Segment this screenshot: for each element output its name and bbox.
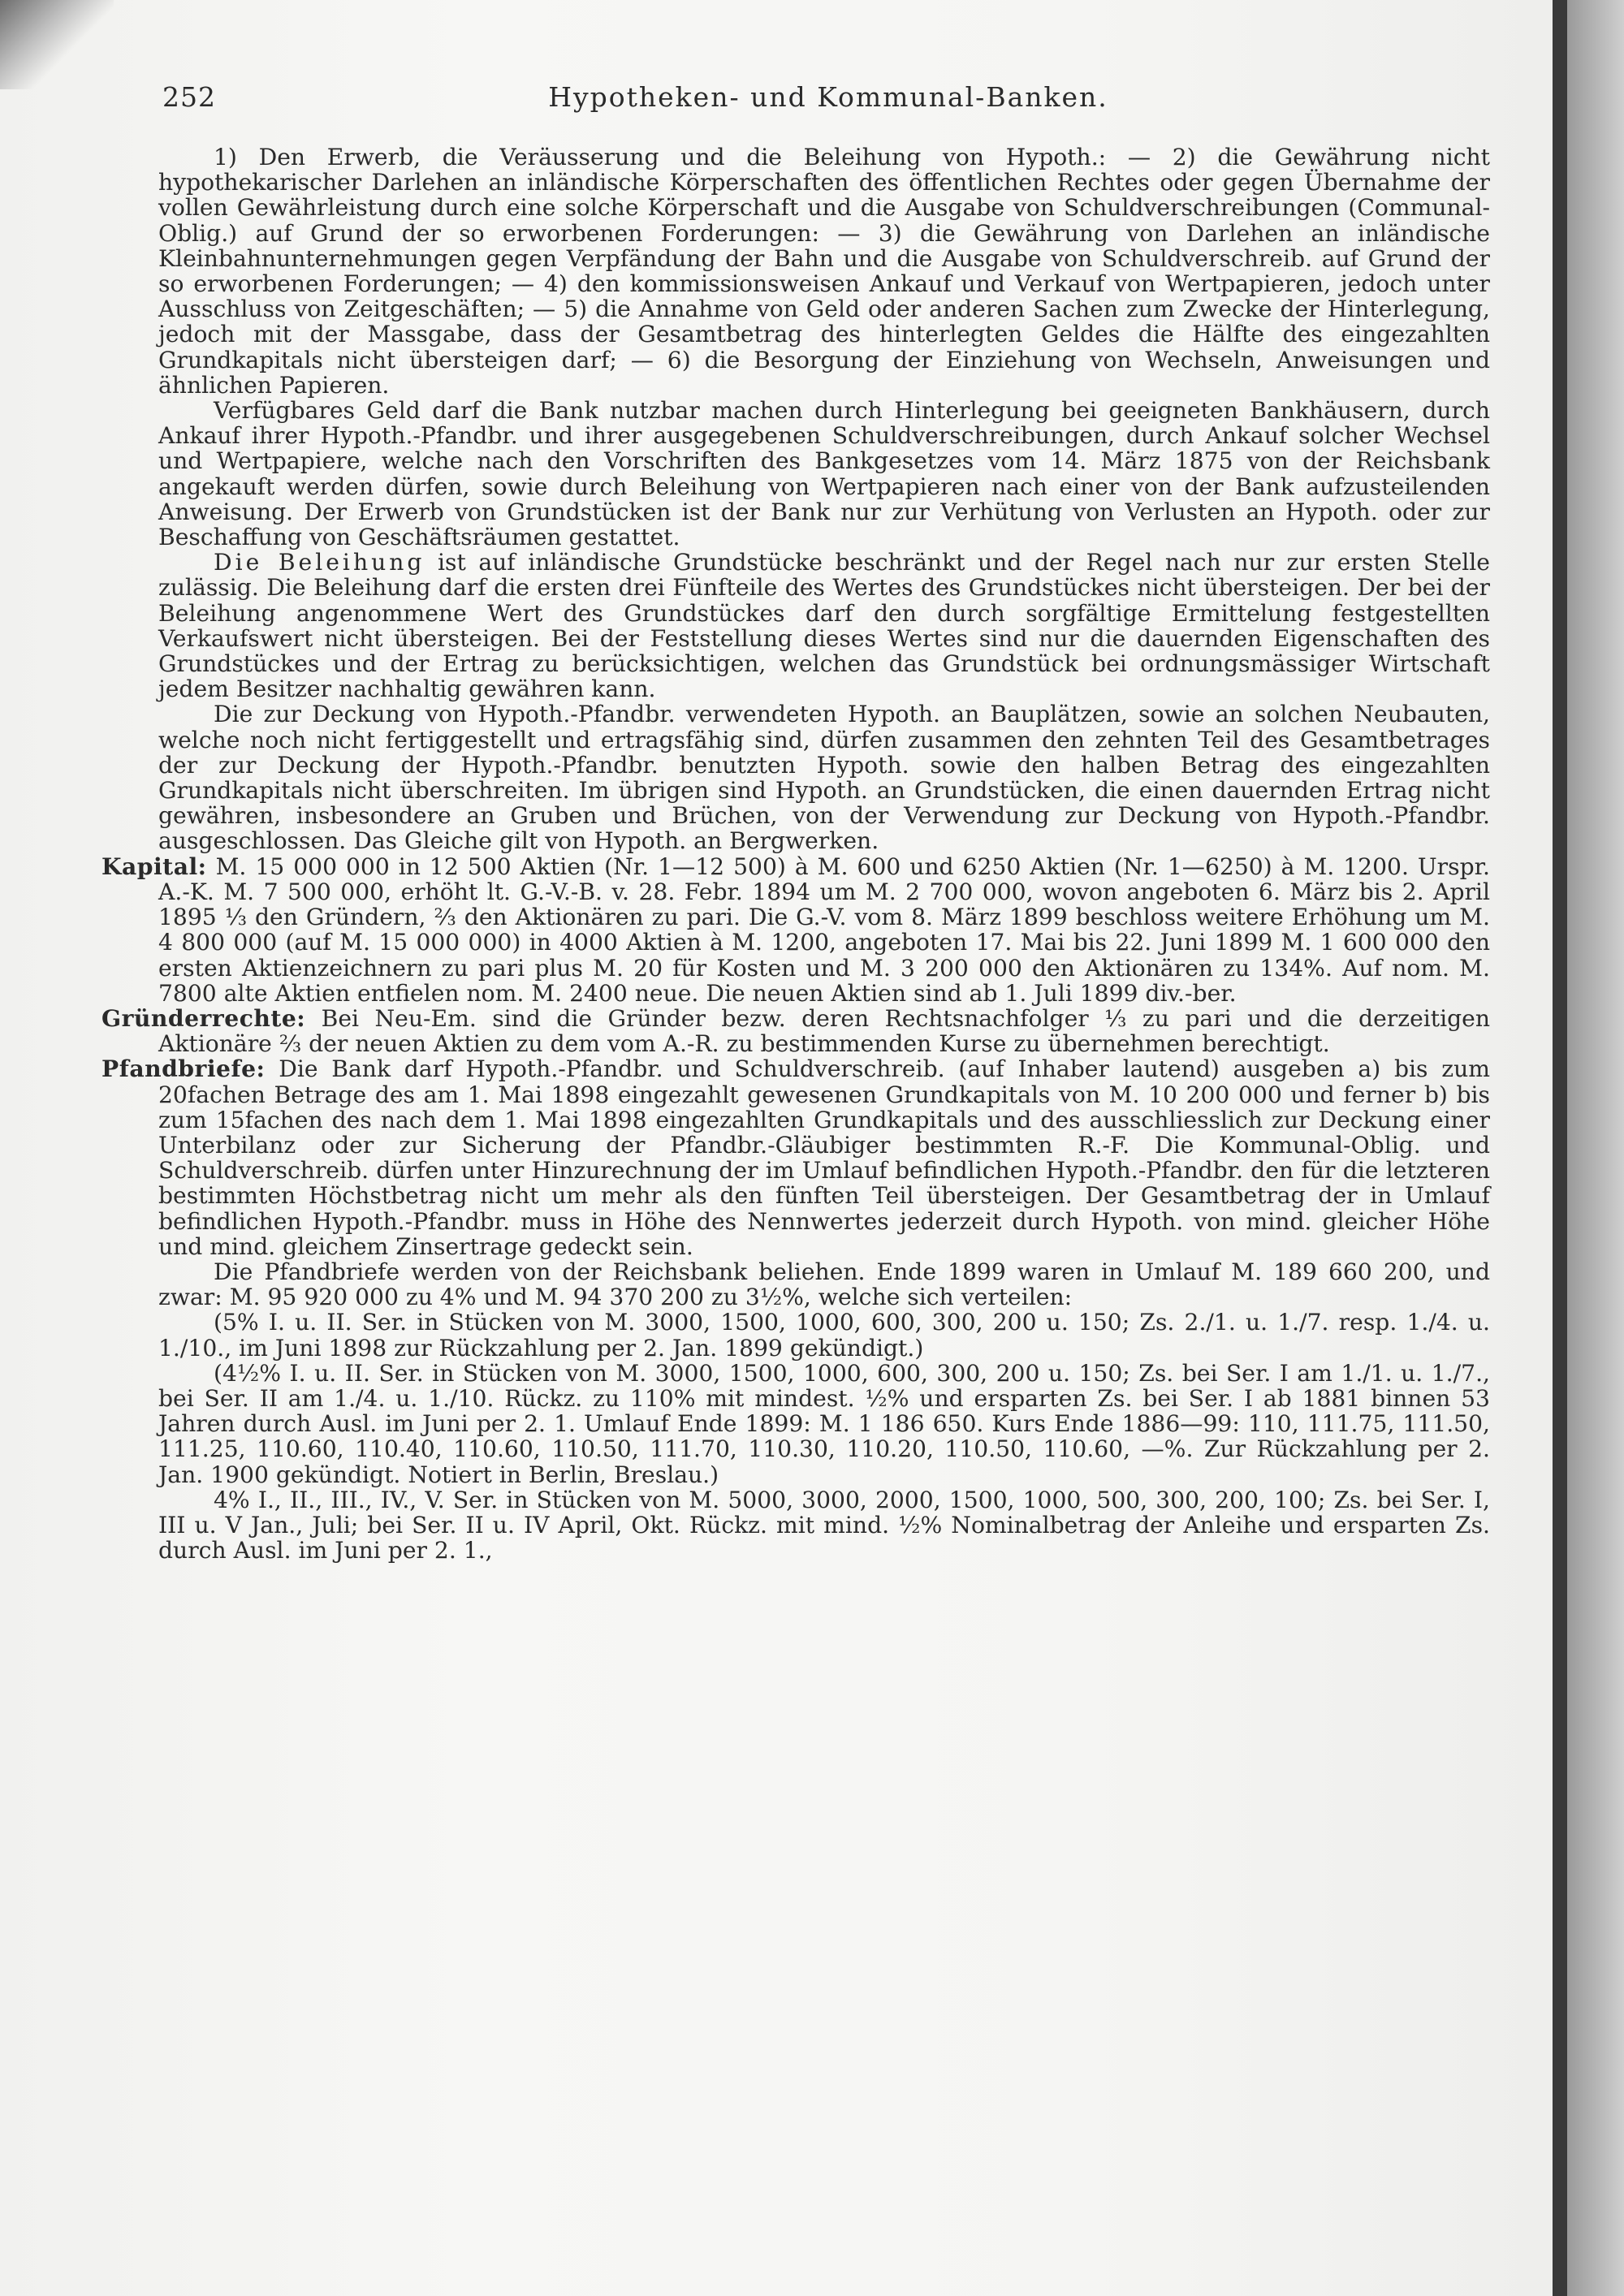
paragraph	[158, 550, 1490, 701]
paragraph: (4½% I. u. II. Ser. in Stücken von M. 3000, 1500, 1000, 600, 300, 200 u. 150; Zs. bei Ser. I am 1./1. u. 1./7., bei Ser. II am 1./4. u. 1./10. Rückz. zu 110% mit mindest. ½% und ersparten Zs. bei Ser. I ab 1881 binnen 53 Jahren durch Ausl. im Juni per 2. 1. Umlauf Ende 1899: M. 1 186 650. Kurs Ende 1886—99: 110, 111.75, 111.50, 111.25, 110.60, 110.40, 110.60, 110.50, 111.70, 110.30, 110.20, 110.50, 110.60, —%. Zur Rückzahlung per 2. Jan. 1900 gekündigt. Notiert in Berlin, Breslau.)	[158, 1359, 1490, 1488]
section-text: Bei Neu-Em. sind die Gründer bezw. deren Rechtsnachfolger ⅓ zu pari und die derzeitigen Aktionäre ⅔ der neuen Aktien zu dem vom A.-R. zu bestimmenden Kurse zu übernehmen berechtigt.	[158, 1004, 1491, 1058]
paragraph: Die zur Deckung von Hypoth.-Pfandbr. verwendeten Hypoth. an Bauplätzen, sowie an solchen Neubauten, welche noch nicht fertiggestellt und ertragsfähig sind, dürfen zusammen den zehnten Teil des Gesamtbetrages der zur Deckung der Hypoth.-Pfandbr. benutzten Hypoth. sowie den halben Betrag des eingezahlten Grundkapitals nicht überschreiten. Im übrigen sind Hypoth. an Grundstücken, die einen dauernden Ertrag nicht gewähren, insbesondere an Gruben und Brüchen, von der Verwendung zur Deckung von Hypoth.-Pfandbr. ausgeschlossen. Das Gleiche gilt von Hypoth. an Bergwerken.	[158, 701, 1490, 855]
section-label: Gründerrechte:	[102, 1004, 306, 1032]
spaced-term: Die Beleihung	[214, 549, 425, 576]
section-gruenderrechte	[102, 1006, 1490, 1056]
paragraph: (5% I. u. II. Ser. in Stücken von M. 3000, 1500, 1000, 600, 300, 200 u. 150; Zs. 2./1. u. 1./7. resp. 1./4. u. 1./10., im Juni 1898 zur Rückzahlung per 2. Jan. 1899 gekündigt.)	[158, 1309, 1490, 1362]
page-body	[102, 144, 1491, 1564]
paragraph: 1) Den Erwerb, die Veräusserung und die Beleihung von Hypoth.: — 2) die Gewährung nicht hypothekarischer Darlehen an inländische Körperschaften des öffentlichen Rechtes oder gegen Übernahme der vollen Gewährleistung durch eine solche Körperschaft und die Ausgabe von Schuldverschreibungen (Communal-Oblig.) auf Grund der so erworbenen Forderungen: — 3) die Gewährung von Darlehen an inländische Kleinbahnunternehmungen gegen Verpfändung der Bahn und die Ausgabe von Schuldverschreib. auf Grund der so erworbenen Forderungen; — 4) den kommissionsweisen Ankauf und Verkauf von Wertpapieren, jedoch unter Ausschluss von Zeitgeschäften; — 5) die Annahme von Geld oder anderen Sachen zum Zwecke der Hinterlegung, jedoch mit der Massgabe, dass der Gesamtbetrag des hinterlegten Geldes die Hälfte des eingezahlten Grundkapitals nicht übersteigen darf; — 6) die Besorgung der Einziehung von Wechseln, Anweisungen und ähnlichen Papieren.	[158, 144, 1490, 399]
running-head: Hypotheken- und Kommunal-Banken.	[548, 81, 1108, 113]
section-label: Kapital:	[102, 852, 207, 880]
section-text: Die Bank darf Hypoth.-Pfandbr. und Schuldverschreib. (auf Inhaber lautend) ausgeben a) bis zum 20fachen Betrage des am 1. Mai 1898 eingezahlt gewesenen Grundkapitals von M. 10 200 000 und ferner b) bis zum 15fachen des nach dem 1. Mai 1898 eingezahlten Grundkapitals und des ausschliesslich zur Deckung einer Unterbilanz oder zur Sicherung der Pfandbr.-Gläubiger bestimmten R.-F. Die Kommunal-Oblig. und Schuldverschreib. dürfen unter Hinzurechnung der im Umlauf befindlichen Hypoth.-Pfandbr. den für die letzteren bestimmten Höchstbetrag nicht um mehr als den fünften Teil übersteigen. Der Gesamtbetrag der in Umlauf befindlichen Hypoth.-Pfandbr. muss in Höhe des Nennwertes jederzeit durch Hypoth. von mind. gleicher Höhe und mind. gleichem Zinsertrage gedeckt sein.	[158, 1055, 1490, 1260]
page-number: 252	[162, 81, 216, 113]
paragraph-text: ist auf inländische Grundstücke beschränkt und der Regel nach nur zur ersten Stelle zulässig. Die Beleihung darf die ersten drei Fünfteile des Wertes des Grundstückes nicht übersteigen. Der bei der Beleihung angenommene Wert des Grundstückes darf den durch sorgfältige Ermittelung festgestellten Verkaufswert nicht übersteigen. Bei der Feststellung dieses Wertes sind nur die dauernden Eigenschaften des Grundstückes und der Ertrag zu berücksichtigen, welchen das Grundstück bei ordnungsmässiger Wirtschaft jedem Besitzer nachhaltig gewähren kann.	[158, 549, 1490, 703]
section-text: M. 15 000 000 in 12 500 Aktien (Nr. 1—12 500) à M. 600 und 6250 Aktien (Nr. 1—6250) à M. 1200. Urspr. A.-K. M. 7 500 000, erhöht lt. G.-V.-B. v. 28. Febr. 1894 um M. 2 700 000, wovon angeboten 6. März bis 2. April 1895 ⅓ den Gründern, ⅔ den Aktionären zu pari. Die G.-V. vom 8. März 1899 beschloss weitere Erhöhung um M. 4 800 000 (auf M. 15 000 000) in 4000 Aktien à M. 1200, angeboten 17. Mai bis 22. Juni 1899 M. 1 600 000 den ersten Aktienzeichnern zu pari plus M. 20 für Kosten und M. 3 200 000 den Aktionären zu 134%. Auf nom. M. 7800 alte Aktien entfielen nom. M. 2400 neue. Die neuen Aktien sind ab 1. Juli 1899 div.-ber.	[158, 852, 1490, 1007]
scanner-background	[1567, 0, 1624, 2296]
section-pfandbriefe	[102, 1056, 1490, 1259]
paragraph: Verfügbares Geld darf die Bank nutzbar machen durch Hinterlegung bei geeigneten Bankhäusern, durch Ankauf ihrer Hypoth.-Pfandbr. und ihrer ausgegebenen Schuldverschreibungen, durch Ankauf solcher Wechsel und Wertpapiere, welche nach den Vorschriften des Bankgesetzes vom 14. März 1875 von der Reichsbank angekauft werden dürfen, sowie durch Beleihung von Wertpapieren nach einer von der Bank aufzusteilenden Anweisung. Der Erwerb von Grundstücken ist der Bank nur zur Verhütung von Verlusten an Hypoth. oder zur Beschaffung von Geschäftsräumen gestattet.	[158, 397, 1490, 551]
section-kapital	[102, 854, 1490, 1006]
page-header	[162, 81, 1494, 117]
page-edge-shadow	[1553, 0, 1567, 2296]
paragraph: Die Pfandbriefe werden von der Reichsbank beliehen. Ende 1899 waren in Umlauf M. 189 660 200, und zwar: M. 95 920 000 zu 4% und M. 94 370 200 zu 3½%, welche sich verteilen:	[158, 1258, 1490, 1311]
page-corner-shadow	[0, 0, 114, 89]
section-label: Pfandbriefe:	[102, 1055, 266, 1083]
paragraph: 4% I., II., III., IV., V. Ser. in Stücken von M. 5000, 3000, 2000, 1500, 1000, 500, 300, 200, 100; Zs. bei Ser. I, III u. V Jan., Juli; bei Ser. II u. IV April, Okt. Rückz. mit mind. ½% Nominalbetrag der Anleihe und ersparten Zs. durch Ausl. im Juni per 2. 1.,	[158, 1486, 1490, 1564]
